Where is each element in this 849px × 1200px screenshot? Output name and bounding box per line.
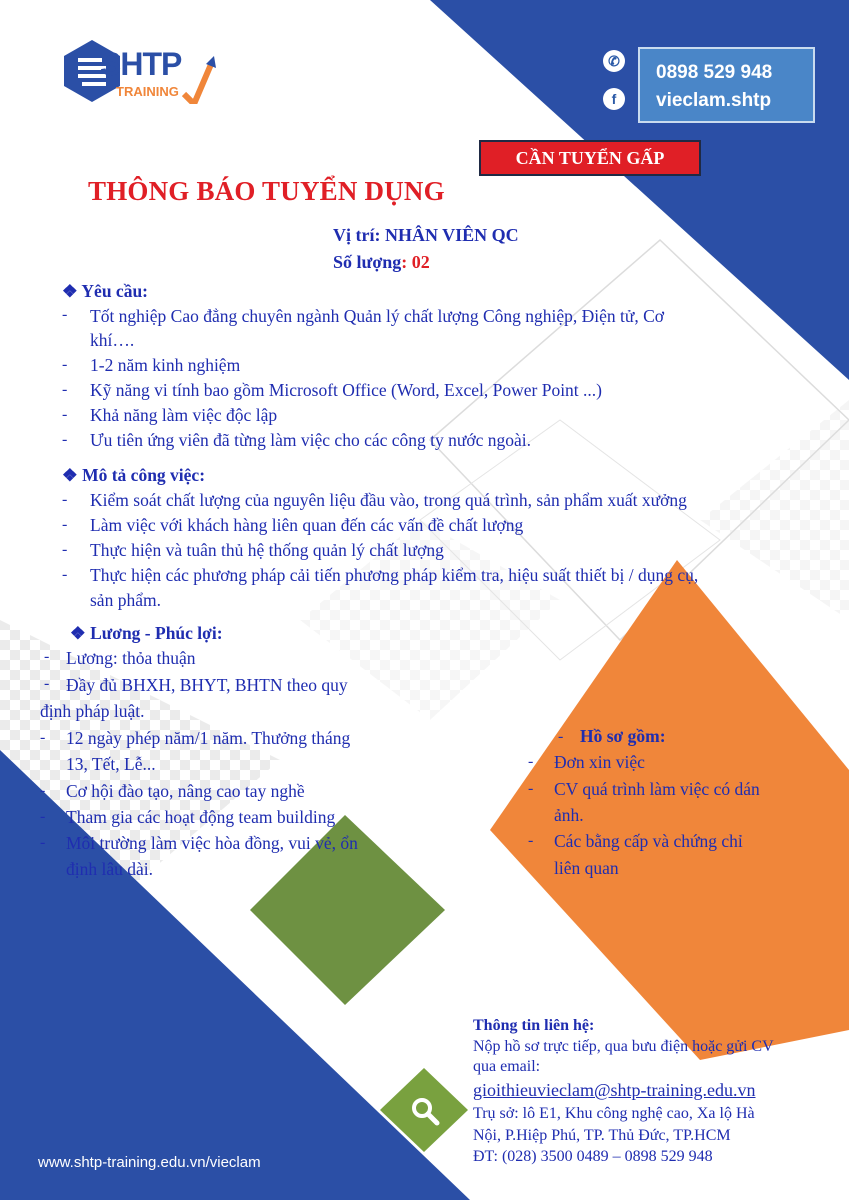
quantity-label: Số lượng bbox=[333, 252, 402, 272]
benefits-heading: ❖ Lương - Phúc lợi: bbox=[70, 623, 223, 643]
benefit-item: Lương: thỏa thuận bbox=[66, 648, 196, 668]
dash-icon: - bbox=[558, 728, 564, 745]
benefit-item: Cơ hội đào tạo, nâng cao tay nghề bbox=[66, 781, 305, 801]
position-label: Vị trí: bbox=[333, 225, 385, 245]
contact-address-1: Trụ sở: lô E1, Khu công nghệ cao, Xa lộ Hà bbox=[473, 1105, 755, 1122]
dash-icon: - bbox=[44, 648, 50, 665]
benefit-item: Tham gia các hoạt động team building bbox=[66, 807, 336, 827]
hotline-phone[interactable]: 0898 529 948 bbox=[656, 62, 773, 83]
job-item: Thực hiện các phương pháp cải tiến phương pháp kiểm tra, hiệu suất thiết bị / dụng cụ, bbox=[90, 565, 699, 585]
dash-icon: - bbox=[62, 431, 68, 448]
dash-icon: - bbox=[528, 753, 534, 770]
dash-icon: - bbox=[40, 729, 46, 746]
phone-icon: ✆ bbox=[603, 50, 625, 72]
contact-phone: ĐT: (028) 3500 0489 – 0898 529 948 bbox=[473, 1148, 713, 1165]
urgent-badge: CẦN TUYỂN GẤP bbox=[479, 140, 701, 176]
quantity-value: : 02 bbox=[401, 252, 430, 272]
logo bbox=[62, 40, 222, 120]
dash-icon: - bbox=[62, 381, 68, 398]
requirement-item: 1-2 năm kinh nghiệm bbox=[90, 355, 241, 375]
diamond-bullet-icon: ❖ bbox=[62, 465, 83, 485]
dash-icon: - bbox=[528, 832, 534, 849]
document-item: Đơn xin việc bbox=[554, 752, 645, 772]
dash-icon: - bbox=[44, 675, 50, 692]
dash-icon: - bbox=[62, 306, 68, 323]
requirement-item: Tốt nghiệp Cao đẳng chuyên ngành Quản lý chất lượng Công nghiệp, Điện tử, Cơ bbox=[90, 306, 665, 326]
dash-icon: - bbox=[528, 780, 534, 797]
job-item: Kiểm soát chất lượng của nguyên liệu đầu vào, trong quá trình, sản phẩm xuất xưởng bbox=[90, 490, 687, 510]
dash-icon: - bbox=[62, 406, 68, 423]
facebook-handle[interactable]: vieclam.shtp bbox=[656, 90, 772, 111]
search-icon bbox=[410, 1096, 440, 1126]
dash-icon: - bbox=[40, 808, 46, 825]
benefit-item: 13, Tết, Lễ... bbox=[66, 754, 156, 774]
requirement-item: Ưu tiên ứng viên đã từng làm việc cho các công ty nước ngoài. bbox=[90, 430, 532, 450]
contact-box bbox=[638, 47, 815, 123]
document-item: CV quá trình làm việc có dán bbox=[554, 779, 760, 799]
requirement-item: Khả năng làm việc độc lập bbox=[90, 405, 278, 425]
contact-email[interactable]: gioithieuvieclam@shtp-training.edu.vn bbox=[473, 1080, 756, 1100]
document-item: Các bằng cấp và chứng chỉ bbox=[554, 831, 743, 851]
footer-url[interactable]: www.shtp-training.edu.vn/vieclam bbox=[38, 1154, 261, 1171]
position-value: NHÂN VIÊN QC bbox=[384, 225, 519, 245]
diamond-bullet-icon: ❖ bbox=[70, 623, 91, 643]
contact-heading: Thông tin liên hệ: bbox=[473, 1017, 595, 1034]
dash-icon: - bbox=[62, 356, 68, 373]
checkmark-arrow-icon bbox=[180, 54, 216, 104]
dash-icon: - bbox=[62, 516, 68, 533]
documents-heading: Hồ sơ gồm: bbox=[580, 726, 666, 746]
dash-icon: - bbox=[62, 541, 68, 558]
benefit-item: định pháp luật. bbox=[40, 701, 145, 721]
requirement-item: khí…. bbox=[90, 330, 135, 350]
dash-icon: - bbox=[62, 491, 68, 508]
contact-line-2: qua email: bbox=[473, 1058, 541, 1075]
quantity-line bbox=[333, 250, 430, 274]
contact-line-1: Nộp hồ sơ trực tiếp, qua bưu điện hoặc gửi CV bbox=[473, 1038, 774, 1055]
page-title: THÔNG BÁO TUYỂN DỤNG bbox=[88, 176, 445, 206]
benefit-item: 12 ngày phép năm/1 năm. Thưởng tháng bbox=[66, 728, 351, 748]
logo-sub-text: TRAINING bbox=[116, 84, 179, 99]
diamond-bullet-icon: ❖ bbox=[62, 281, 82, 301]
dash-icon: - bbox=[40, 834, 46, 851]
benefit-item: Đầy đủ BHXH, BHYT, BHTN theo quy bbox=[66, 675, 348, 695]
job-item: Làm việc với khách hàng liên quan đến các vấn đề chất lượng bbox=[90, 515, 524, 535]
job-description-heading: ❖ Mô tả công việc: bbox=[62, 465, 206, 485]
requirements-heading: ❖ Yêu cầu: bbox=[62, 281, 149, 301]
facebook-icon: f bbox=[603, 88, 625, 110]
dash-icon: - bbox=[40, 782, 46, 799]
contact-address-2: Nội, P.Hiệp Phú, TP. Thủ Đức, TP.HCM bbox=[473, 1127, 731, 1144]
dash-icon: - bbox=[62, 566, 68, 583]
position-line bbox=[333, 223, 519, 247]
benefit-item: Môi trường làm việc hòa đồng, vui vẻ, ổn bbox=[66, 833, 358, 853]
benefit-item: định lâu dài. bbox=[66, 859, 153, 879]
logo-main-text: SHTP bbox=[100, 46, 182, 82]
requirement-item: Kỹ năng vi tính bao gồm Microsoft Office (Word, Excel, Power Point ...) bbox=[90, 380, 602, 400]
job-item: Thực hiện và tuân thủ hệ thống quản lý chất lượng bbox=[90, 540, 444, 560]
job-item: sản phẩm. bbox=[90, 590, 161, 610]
document-item: liên quan bbox=[554, 858, 619, 878]
document-item: ảnh. bbox=[554, 805, 584, 825]
